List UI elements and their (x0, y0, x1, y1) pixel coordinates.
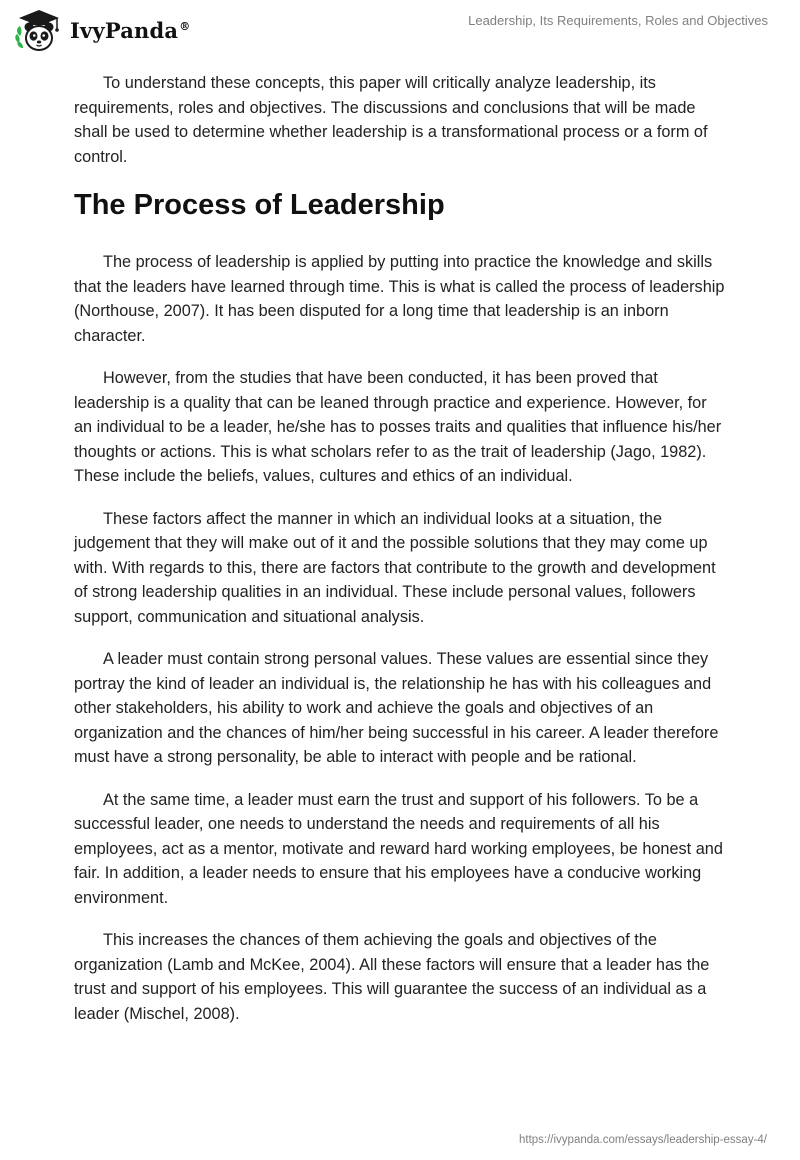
body-paragraph: These factors affect the manner in which an individual looks at a situation, the judgement that they will make out of it and the possible solutions that they may come up with. With regards to this, there are factors that contribute to the growth and development of strong leadership qualities in an individual. These include personal values, followers support, communication and situational analysis. (74, 509, 716, 626)
body-paragraph: However, from the studies that have been conducted, it has been proved that leadership is a quality that can be leaned through practice and experience. However, for an individual to be a leader, he/she has to posses traits and qualities that influence his/her thoughts or actions. This is what scholars refer to as the trait of leadership (Jago, 1982). These include the beliefs, values, cultures and ethics of an individual. (74, 369, 722, 485)
intro-paragraph: To understand these concepts, this paper will critically analyze leadership, its requirements, roles and objectives. The discussions and conclusions that will be made shall be used to determine whether leadership is a transformational process or a form of control. (74, 74, 708, 166)
section-heading: The Process of Leadership (74, 189, 445, 221)
ivypanda-logo[interactable] (14, 9, 190, 53)
logo-name: IvyPanda (70, 17, 179, 43)
page-header (0, 0, 800, 60)
body-paragraph: This increases the chances of them achieving the goals and objectives of the organization (Lamb and McKee, 2004). All these factors will ensure that a leader has the trust and support of his employees. This will guarantee the success of an individual as a leader (Mischel, 2008). (74, 931, 710, 1023)
registered-mark: ® (179, 19, 191, 33)
source-url-link[interactable]: https://ivypanda.com/essays/leadership-essay-4/ (518, 1134, 767, 1146)
running-title: Leadership, Its Requirements, Roles and Objectives (468, 13, 768, 28)
body-paragraph: The process of leadership is applied by putting into practice the knowledge and skills that the leaders have learned through time. This is what is called the process of leadership (Northouse, 2007). It has been disputed for a long time that leadership is an inborn character. (74, 253, 725, 345)
logo-wordmark (70, 18, 190, 43)
body-paragraph: At the same time, a leader must earn the trust and support of his followers. To be a successful leader, one needs to understand the needs and requirements of all his employees, act as a mentor, motivate and reward hard working employees, be honest and fair. In addition, a leader needs to ensure that his employees have a conducive working environment. (74, 790, 723, 907)
body-paragraph: A leader must contain strong personal values. These values are essential since they portray the kind of leader an individual is, the relationship he has with his colleagues and other stakeholders, his ability to work and achieve the goals and objectives of an organization and the chances of him/her being successful in his career. A leader therefore must have a strong personality, be able to interact with people and be rational. (74, 650, 719, 766)
essay-content (74, 71, 728, 1044)
panda-graduate-icon (14, 9, 64, 53)
